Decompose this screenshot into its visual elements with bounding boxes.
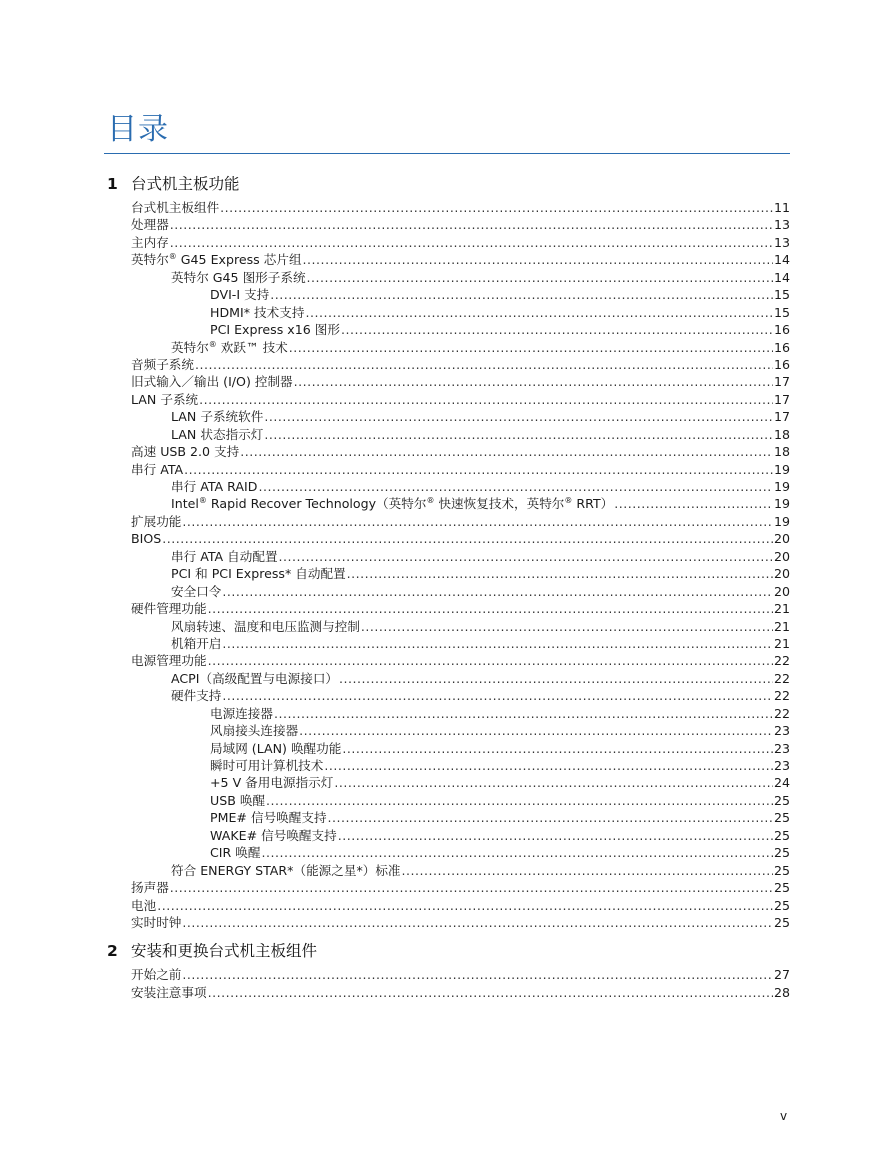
toc-entry-label: 扬声器: [131, 880, 169, 896]
toc-entry[interactable]: [107, 199, 790, 216]
toc-entry-page: 18: [773, 426, 790, 442]
toc-entry-page: 19: [773, 513, 790, 529]
toc-entry[interactable]: [107, 914, 790, 931]
toc-chapter-heading[interactable]: [107, 170, 790, 199]
dot-leader: [182, 966, 773, 983]
dot-leader: [361, 618, 773, 635]
toc-entry-label: 处理器: [131, 217, 169, 233]
title-divider: [104, 153, 790, 154]
toc-entry-page: 11: [773, 200, 790, 215]
toc-entry-page: 21: [773, 635, 790, 651]
dot-leader: [240, 443, 773, 460]
toc-entry-label: DVI-I 支持: [210, 287, 270, 303]
dot-leader: [342, 740, 773, 757]
toc-chapter-heading[interactable]: [107, 937, 790, 966]
toc-entry-page: 20: [773, 548, 790, 564]
toc-entry[interactable]: [107, 792, 790, 809]
toc-entry-page: 22: [773, 688, 790, 704]
dot-leader: [264, 408, 773, 425]
toc-entry-label: 硬件管理功能: [131, 601, 207, 617]
toc-entry-label: 电池: [131, 897, 157, 913]
toc-entry[interactable]: [107, 705, 790, 722]
toc-entry-label: LAN 子系统软件: [171, 409, 264, 425]
toc-entry[interactable]: [107, 966, 790, 983]
dot-leader: [182, 513, 773, 530]
toc-entry[interactable]: [107, 583, 790, 600]
dot-leader: [222, 583, 773, 600]
toc-entry-label: 扩展功能: [131, 513, 182, 529]
toc-entry[interactable]: [107, 495, 790, 512]
dot-leader: [614, 495, 773, 512]
toc-entry-page: 27: [773, 967, 790, 983]
toc-entry-page: 19: [773, 496, 790, 512]
toc-entry[interactable]: [107, 565, 790, 582]
toc-entry-page: 25: [773, 845, 790, 861]
toc-entry-label: 风扇转速、温度和电压监测与控制: [171, 618, 360, 634]
dot-leader: [305, 304, 773, 321]
toc-entry[interactable]: [107, 321, 790, 338]
toc-entry[interactable]: [107, 339, 790, 356]
dot-leader: [324, 757, 773, 774]
toc-entry-page: 25: [773, 827, 790, 843]
toc-entry-page: 20: [773, 531, 790, 547]
chapter-title: 台式机主板功能: [131, 175, 240, 193]
dot-leader: [208, 600, 773, 617]
toc-entry-label: HDMI* 技术支持: [210, 304, 305, 320]
toc-entry[interactable]: [107, 286, 790, 303]
page-number: v: [780, 1109, 788, 1123]
toc-entry-page: 14: [773, 269, 790, 285]
toc-entry-label: 开始之前: [131, 967, 182, 983]
dot-leader: [270, 286, 773, 303]
dot-leader: [157, 897, 773, 914]
dot-leader: [299, 722, 773, 739]
toc-entry[interactable]: [107, 879, 790, 896]
chapter-title: 安装和更换台式机主板组件: [131, 942, 318, 961]
chapter-number: 1: [107, 175, 118, 193]
toc-entry-page: 25: [773, 914, 790, 930]
toc-entry-label: Intel® Rapid Recover Technology（英特尔® 快速恢复技术，英特尔® RRT）: [171, 496, 614, 512]
toc-entry-page: 23: [773, 758, 790, 773]
toc-entry-label: 英特尔 G45 图形子系统: [171, 269, 306, 285]
toc-entry-label: 安全口令: [171, 583, 222, 599]
toc-entry-page: 15: [773, 287, 790, 303]
toc-entry[interactable]: [107, 618, 790, 635]
toc-entry-page: 13: [773, 234, 790, 250]
dot-leader: [303, 251, 773, 268]
toc-entry[interactable]: [107, 216, 790, 233]
toc-entry-page: 16: [773, 356, 790, 372]
toc-entry[interactable]: [107, 774, 790, 791]
toc-entry[interactable]: [107, 461, 790, 478]
toc-entry-label: 风扇接头连接器: [210, 723, 299, 739]
dot-leader: [264, 426, 773, 443]
toc-entry[interactable]: [107, 897, 790, 914]
toc-entry[interactable]: [107, 722, 790, 739]
toc-entry-label: 实时时钟: [131, 914, 182, 930]
toc-entry[interactable]: [107, 304, 790, 321]
toc-entry-label: 英特尔® 欢跃™ 技术: [171, 339, 288, 355]
dot-leader: [261, 844, 773, 861]
toc-entry-label: 台式机主板组件: [131, 200, 220, 215]
toc-entry-page: 13: [773, 217, 790, 233]
toc-entry-page: 25: [773, 810, 790, 826]
toc-entry[interactable]: [107, 670, 790, 687]
toc-entry[interactable]: [107, 408, 790, 425]
toc-entry[interactable]: [107, 844, 790, 861]
toc-entry-label: 符合 ENERGY STAR*（能源之星*）标准: [171, 862, 401, 878]
toc-entry-label: 旧式输入／输出 (I/O) 控制器: [131, 374, 293, 390]
toc-entry-label: 高速 USB 2.0 支持: [131, 444, 240, 460]
toc-entry-page: 25: [773, 897, 790, 913]
toc-entry-label: PCI Express x16 图形: [210, 322, 340, 338]
dot-leader: [170, 879, 773, 896]
toc-entry-label: 局域网 (LAN) 唤醒功能: [210, 740, 342, 756]
toc-entry-label: LAN 子系统: [131, 391, 199, 407]
dot-leader: [402, 862, 773, 879]
toc-entry-label: 串行 ATA RAID: [171, 479, 258, 494]
toc-entry-label: 机箱开启: [171, 635, 222, 651]
dot-leader: [184, 461, 773, 478]
toc-entry-label: CIR 唤醒: [210, 845, 261, 861]
dot-leader: [258, 478, 773, 495]
toc-entry[interactable]: [107, 478, 790, 495]
dot-leader: [222, 687, 773, 704]
toc-entry-page: 18: [773, 444, 790, 460]
toc-entry-page: 17: [773, 409, 790, 425]
toc-entry-label: BIOS: [131, 531, 162, 547]
dot-leader: [170, 234, 773, 251]
toc-entry[interactable]: [107, 513, 790, 530]
toc-entry[interactable]: [107, 635, 790, 652]
dot-leader: [341, 321, 773, 338]
toc-entry-page: 22: [773, 705, 790, 721]
dot-leader: [289, 339, 773, 356]
toc-entry-label: 串行 ATA: [131, 461, 184, 477]
dot-leader: [208, 652, 773, 669]
toc-entry[interactable]: [107, 391, 790, 408]
dot-leader: [328, 809, 773, 826]
toc-entry-label: PME# 信号唤醒支持: [210, 810, 327, 826]
dot-leader: [334, 774, 773, 791]
toc-entry[interactable]: [107, 740, 790, 757]
dot-leader: [294, 373, 773, 390]
toc-entry[interactable]: [107, 687, 790, 704]
dot-leader: [222, 635, 773, 652]
toc-entry-page: 24: [773, 775, 790, 791]
toc-entry-page: 25: [773, 880, 790, 896]
toc-entry[interactable]: [107, 269, 790, 286]
dot-leader: [279, 548, 773, 565]
toc-entry-page: 23: [773, 723, 790, 739]
table-of-contents: [107, 170, 790, 1001]
dot-leader: [199, 391, 773, 408]
toc-entry-page: 17: [773, 374, 790, 390]
dot-leader: [339, 670, 773, 687]
dot-leader: [307, 269, 773, 286]
toc-entry-page: 25: [773, 792, 790, 808]
toc-entry-label: PCI 和 PCI Express* 自动配置: [171, 566, 346, 582]
toc-entry-label: 音频子系统: [131, 356, 194, 372]
toc-entry-label: 英特尔® G45 Express 芯片组: [131, 252, 302, 268]
dot-leader: [347, 565, 773, 582]
toc-entry-page: 23: [773, 740, 790, 756]
toc-entry[interactable]: [107, 984, 790, 1001]
toc-entry-label: 串行 ATA 自动配置: [171, 548, 278, 564]
toc-entry-page: 15: [773, 304, 790, 320]
toc-entry-page: 21: [773, 618, 790, 634]
toc-entry-page: 19: [773, 479, 790, 494]
chapter-number: 2: [107, 942, 118, 961]
toc-entry-page: 21: [773, 601, 790, 617]
toc-entry-label: WAKE# 信号唤醒支持: [210, 827, 337, 843]
toc-entry-label: 瞬时可用计算机技术: [210, 758, 324, 773]
toc-entry-label: 电源管理功能: [131, 653, 207, 669]
dot-leader: [182, 914, 773, 931]
dot-leader: [195, 356, 773, 373]
toc-entry-page: 22: [773, 670, 790, 686]
toc-entry-label: 安装注意事项: [131, 984, 207, 1000]
page-title: 目录: [107, 112, 169, 147]
toc-entry-page: 28: [773, 984, 790, 1000]
toc-entry-label: 硬件支持: [171, 688, 222, 704]
dot-leader: [338, 827, 773, 844]
dot-leader: [220, 199, 773, 216]
dot-leader: [208, 984, 773, 1001]
toc-entry-page: 16: [773, 322, 790, 338]
toc-entry-page: 16: [773, 339, 790, 355]
toc-entry[interactable]: [107, 809, 790, 826]
toc-entry[interactable]: [107, 548, 790, 565]
toc-entry[interactable]: [107, 251, 790, 268]
dot-leader: [162, 530, 773, 547]
toc-entry[interactable]: [107, 530, 790, 547]
toc-entry-page: 17: [773, 391, 790, 407]
toc-entry[interactable]: [107, 443, 790, 460]
toc-entry-page: 25: [773, 862, 790, 878]
toc-entry-label: 主内存: [131, 234, 169, 250]
toc-entry[interactable]: [107, 426, 790, 443]
toc-entry-page: 14: [773, 252, 790, 268]
toc-entry-label: USB 唤醒: [210, 792, 266, 808]
dot-leader: [274, 705, 773, 722]
toc-entry-label: +5 V 备用电源指示灯: [210, 775, 334, 791]
toc-entry-label: ACPI（高级配置与电源接口）: [171, 670, 339, 686]
toc-entry-label: 电源连接器: [210, 705, 273, 721]
toc-entry[interactable]: [107, 373, 790, 390]
toc-entry[interactable]: [107, 600, 790, 617]
toc-entry[interactable]: [107, 862, 790, 879]
toc-entry-page: 20: [773, 583, 790, 599]
toc-entry[interactable]: [107, 234, 790, 251]
toc-entry[interactable]: [107, 757, 790, 774]
dot-leader: [170, 216, 773, 233]
toc-entry-label: LAN 状态指示灯: [171, 426, 264, 442]
toc-entry[interactable]: [107, 356, 790, 373]
toc-entry[interactable]: [107, 652, 790, 669]
dot-leader: [266, 792, 773, 809]
toc-entry-page: 22: [773, 653, 790, 669]
toc-entry-page: 19: [773, 461, 790, 477]
toc-entry[interactable]: [107, 827, 790, 844]
toc-entry-page: 20: [773, 566, 790, 582]
